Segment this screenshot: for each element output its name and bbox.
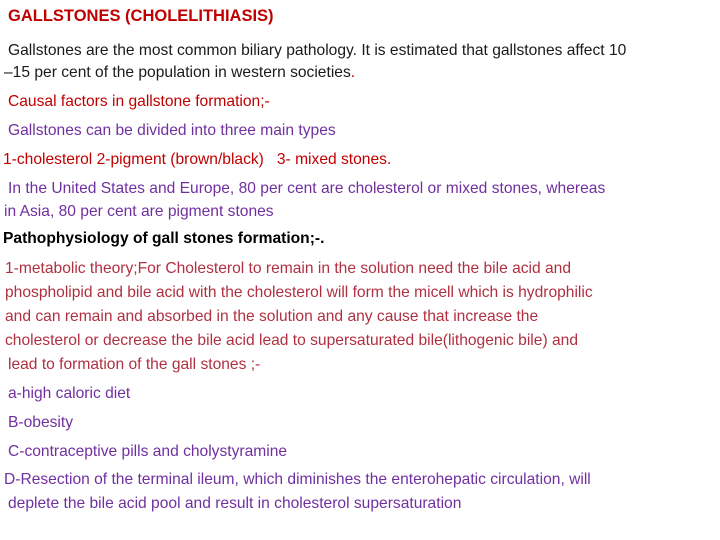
cause-item-d-line-2: deplete the bile acid pool and result in cholesterol supersaturation xyxy=(8,495,462,512)
intro-line-2-text: –15 per cent of the population in western societies xyxy=(4,64,351,81)
intro-period: . xyxy=(350,64,356,81)
pathophysiology-heading: Pathophysiology of gall stones formation;-. xyxy=(3,230,325,247)
us-europe-line-1: In the United States and Europe, 80 per cent are cholesterol or mixed stones, whereas xyxy=(8,180,606,197)
metabolic-line-5: lead to formation of the gall stones ;- xyxy=(8,356,261,373)
metabolic-line-3: and can remain and absorbed in the solution and any cause that increase the xyxy=(5,308,539,325)
metabolic-line-4: cholesterol or decrease the bile acid lead to supersaturated bile(lithogenic bile) and xyxy=(5,332,578,349)
page-title: GALLSTONES (CHOLELITHIASIS) xyxy=(8,7,274,25)
intro-line-1: Gallstones are the most common biliary pathology. It is estimated that gallstones affect 10 xyxy=(8,42,627,59)
us-europe-line-2: in Asia, 80 per cent are pigment stones xyxy=(4,203,274,220)
cause-item-a: a-high caloric diet xyxy=(8,385,131,402)
metabolic-line-1: 1-metabolic theory;For Cholesterol to remain in the solution need the bile acid and xyxy=(5,260,572,277)
metabolic-line-2: phospholipid and bile acid with the cholesterol will form the micell which is hydrophilic xyxy=(5,284,593,301)
causal-factors-heading: Causal factors in gallstone formation;- xyxy=(8,93,270,110)
cause-item-c: C-contraceptive pills and cholystyramine xyxy=(8,443,288,460)
intro-line-2 xyxy=(4,63,355,82)
types-list: 1-cholesterol 2-pigment (brown/black) 3- mixed stones. xyxy=(3,151,392,168)
cause-item-d-line-1: D-Resection of the terminal ileum, which diminishes the enterohepatic circulation, will xyxy=(4,471,591,488)
types-intro: Gallstones can be divided into three main types xyxy=(8,122,336,139)
cause-item-b: B-obesity xyxy=(8,414,74,431)
